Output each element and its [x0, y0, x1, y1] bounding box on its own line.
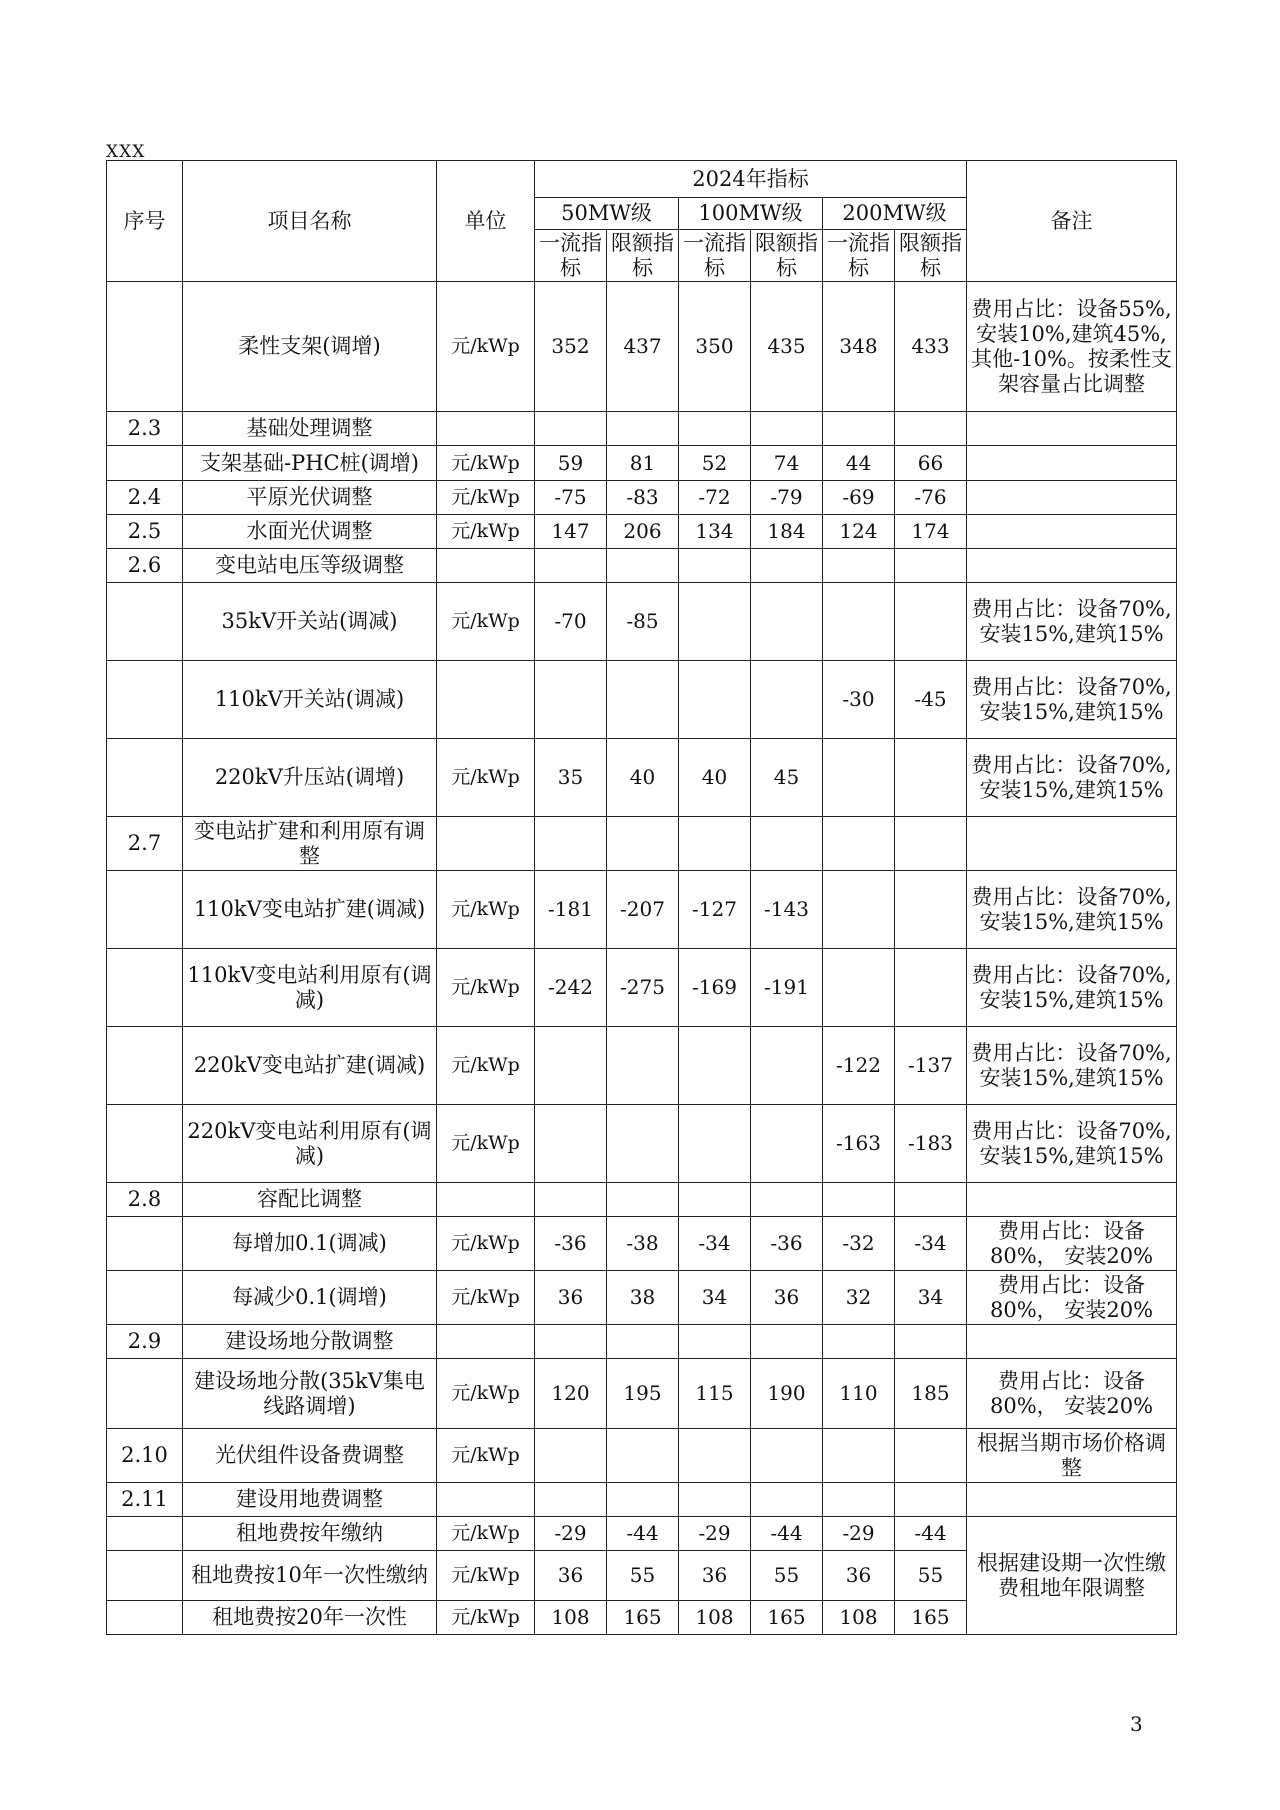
value-cell — [607, 1429, 679, 1483]
value-cell — [679, 549, 751, 583]
value-cell — [607, 1483, 679, 1517]
value-cell: -34 — [895, 1217, 967, 1271]
unit-cell: 元/kWp — [437, 949, 535, 1027]
value-cell: 36 — [535, 1551, 607, 1601]
item-name-cell: 柔性支架(调增) — [183, 282, 437, 412]
header-sub: 一流指标 — [823, 230, 895, 282]
table-row — [107, 412, 1177, 446]
value-cell: 55 — [751, 1551, 823, 1601]
seq-cell — [107, 949, 183, 1027]
value-cell: 350 — [679, 282, 751, 412]
value-cell: 124 — [823, 515, 895, 549]
seq-cell: 2.10 — [107, 1429, 183, 1483]
table-row — [107, 1325, 1177, 1359]
seq-cell — [107, 1551, 183, 1601]
item-name-cell: 220kV变电站扩建(调减) — [183, 1027, 437, 1105]
item-name-cell: 光伏组件设备费调整 — [183, 1429, 437, 1483]
note-cell: 费用占比：设备80%， 安装20% — [967, 1271, 1177, 1325]
value-cell: -137 — [895, 1027, 967, 1105]
value-cell: -122 — [823, 1027, 895, 1105]
value-cell — [535, 412, 607, 446]
value-cell — [607, 412, 679, 446]
value-cell: 81 — [607, 446, 679, 481]
unit-cell — [437, 549, 535, 583]
value-cell: -163 — [823, 1105, 895, 1183]
item-name-cell: 220kV升压站(调增) — [183, 739, 437, 817]
seq-cell: 2.3 — [107, 412, 183, 446]
value-cell — [607, 817, 679, 871]
value-cell — [535, 1325, 607, 1359]
value-cell: -44 — [607, 1517, 679, 1551]
value-cell — [823, 949, 895, 1027]
value-cell: 437 — [607, 282, 679, 412]
value-cell — [751, 412, 823, 446]
value-cell — [607, 1027, 679, 1105]
value-cell: 66 — [895, 446, 967, 481]
item-name-cell: 110kV变电站扩建(调减) — [183, 871, 437, 949]
value-cell — [751, 817, 823, 871]
unit-cell — [437, 1183, 535, 1217]
value-cell: -76 — [895, 481, 967, 515]
item-name-cell: 变电站电压等级调整 — [183, 549, 437, 583]
table-row — [107, 481, 1177, 515]
item-name-cell: 建设用地费调整 — [183, 1483, 437, 1517]
note-cell — [967, 1183, 1177, 1217]
note-cell: 费用占比：设备70%,安装15%,建筑15% — [967, 583, 1177, 661]
unit-cell: 元/kWp — [437, 1271, 535, 1325]
header-name: 项目名称 — [183, 161, 437, 282]
value-cell: 108 — [823, 1601, 895, 1635]
value-cell — [823, 549, 895, 583]
value-cell — [895, 1183, 967, 1217]
seq-cell — [107, 446, 183, 481]
value-cell: 34 — [679, 1271, 751, 1325]
table-row — [107, 1483, 1177, 1517]
header-sub: 限额指标 — [895, 230, 967, 282]
value-cell: -275 — [607, 949, 679, 1027]
value-cell: 147 — [535, 515, 607, 549]
item-name-cell: 220kV变电站利用原有(调减) — [183, 1105, 437, 1183]
table-row — [107, 871, 1177, 949]
unit-cell — [437, 661, 535, 739]
value-cell — [823, 1483, 895, 1517]
seq-cell — [107, 1027, 183, 1105]
note-cell — [967, 481, 1177, 515]
document-tag: XXX — [106, 142, 146, 162]
seq-cell: 2.7 — [107, 817, 183, 871]
note-cell: 费用占比：设备70%,安装15%,建筑15% — [967, 661, 1177, 739]
header-indicator-title: 2024年指标 — [535, 161, 967, 198]
value-cell: 74 — [751, 446, 823, 481]
value-cell — [823, 412, 895, 446]
note-cell — [967, 1483, 1177, 1517]
unit-cell: 元/kWp — [437, 1105, 535, 1183]
item-name-cell: 支架基础-PHC桩(调增) — [183, 446, 437, 481]
note-cell: 费用占比：设备70%,安装15%,建筑15% — [967, 739, 1177, 817]
item-name-cell: 35kV开关站(调减) — [183, 583, 437, 661]
value-cell: 36 — [823, 1551, 895, 1601]
value-cell: -44 — [895, 1517, 967, 1551]
header-group: 50MW级 — [535, 198, 679, 230]
note-cell: 费用占比：设备70%,安装15%,建筑15% — [967, 1105, 1177, 1183]
value-cell: -34 — [679, 1217, 751, 1271]
value-cell: -30 — [823, 661, 895, 739]
value-cell — [679, 1429, 751, 1483]
header-seq: 序号 — [107, 161, 183, 282]
item-name-cell: 建设场地分散(35kV集电线路调增) — [183, 1359, 437, 1429]
value-cell: 36 — [751, 1271, 823, 1325]
value-cell — [823, 871, 895, 949]
value-cell: 348 — [823, 282, 895, 412]
unit-cell: 元/kWp — [437, 1359, 535, 1429]
value-cell: -32 — [823, 1217, 895, 1271]
value-cell: -83 — [607, 481, 679, 515]
value-cell: 108 — [679, 1601, 751, 1635]
value-cell — [535, 1483, 607, 1517]
note-cell — [967, 549, 1177, 583]
table-row — [107, 1271, 1177, 1325]
value-cell: 184 — [751, 515, 823, 549]
note-cell: 费用占比：设备80%， 安装20% — [967, 1217, 1177, 1271]
value-cell: 134 — [679, 515, 751, 549]
note-cell: 费用占比：设备55%,安装10%,建筑45%,其他-10%。按柔性支架容量占比调整 — [967, 282, 1177, 412]
item-name-cell: 租地费按20年一次性 — [183, 1601, 437, 1635]
table-row — [107, 1429, 1177, 1483]
table-row — [107, 739, 1177, 817]
value-cell: 174 — [895, 515, 967, 549]
seq-cell — [107, 661, 183, 739]
value-cell: -169 — [679, 949, 751, 1027]
item-name-cell: 平原光伏调整 — [183, 481, 437, 515]
unit-cell — [437, 412, 535, 446]
seq-cell: 2.6 — [107, 549, 183, 583]
note-cell: 费用占比：设备70%,安装15%,建筑15% — [967, 871, 1177, 949]
value-cell — [679, 412, 751, 446]
value-cell: 34 — [895, 1271, 967, 1325]
value-cell — [679, 1027, 751, 1105]
value-cell — [823, 583, 895, 661]
seq-cell — [107, 583, 183, 661]
value-cell: 108 — [535, 1601, 607, 1635]
value-cell — [751, 583, 823, 661]
seq-cell — [107, 1271, 183, 1325]
value-cell — [895, 949, 967, 1027]
value-cell — [679, 1483, 751, 1517]
table-row — [107, 1105, 1177, 1183]
item-name-cell: 110kV变电站利用原有(调减) — [183, 949, 437, 1027]
header-sub: 限额指标 — [607, 230, 679, 282]
unit-cell: 元/kWp — [437, 1601, 535, 1635]
table-row — [107, 1517, 1177, 1551]
item-name-cell: 容配比调整 — [183, 1183, 437, 1217]
value-cell: -29 — [535, 1517, 607, 1551]
value-cell — [679, 1325, 751, 1359]
table-row — [107, 1183, 1177, 1217]
value-cell: 195 — [607, 1359, 679, 1429]
value-cell — [823, 739, 895, 817]
seq-cell — [107, 1517, 183, 1551]
value-cell — [535, 1027, 607, 1105]
item-name-cell: 每增加0.1(调减) — [183, 1217, 437, 1271]
value-cell: -207 — [607, 871, 679, 949]
value-cell: 433 — [895, 282, 967, 412]
note-cell — [967, 515, 1177, 549]
value-cell: 115 — [679, 1359, 751, 1429]
item-name-cell: 每减少0.1(调增) — [183, 1271, 437, 1325]
value-cell — [751, 549, 823, 583]
note-cell: 根据建设期一次性缴费租地年限调整 — [967, 1517, 1177, 1635]
value-cell: 40 — [679, 739, 751, 817]
value-cell — [895, 1429, 967, 1483]
value-cell: -183 — [895, 1105, 967, 1183]
value-cell: -29 — [823, 1517, 895, 1551]
header-group: 200MW级 — [823, 198, 967, 230]
value-cell: -143 — [751, 871, 823, 949]
value-cell — [895, 871, 967, 949]
value-cell — [535, 1183, 607, 1217]
header-note: 备注 — [967, 161, 1177, 282]
value-cell — [895, 549, 967, 583]
item-name-cell: 基础处理调整 — [183, 412, 437, 446]
value-cell: 55 — [607, 1551, 679, 1601]
value-cell — [679, 817, 751, 871]
seq-cell: 2.8 — [107, 1183, 183, 1217]
value-cell: 55 — [895, 1551, 967, 1601]
table-row — [107, 282, 1177, 412]
item-name-cell: 建设场地分散调整 — [183, 1325, 437, 1359]
value-cell: 45 — [751, 739, 823, 817]
item-name-cell: 水面光伏调整 — [183, 515, 437, 549]
value-cell — [823, 1325, 895, 1359]
value-cell — [895, 1325, 967, 1359]
value-cell: -181 — [535, 871, 607, 949]
header-group: 100MW级 — [679, 198, 823, 230]
value-cell: 190 — [751, 1359, 823, 1429]
value-cell — [895, 1483, 967, 1517]
value-cell — [535, 817, 607, 871]
value-cell — [751, 1105, 823, 1183]
value-cell: -38 — [607, 1217, 679, 1271]
value-cell: -29 — [679, 1517, 751, 1551]
value-cell: 36 — [535, 1271, 607, 1325]
value-cell: -79 — [751, 481, 823, 515]
seq-cell: 2.5 — [107, 515, 183, 549]
unit-cell: 元/kWp — [437, 739, 535, 817]
value-cell — [607, 661, 679, 739]
value-cell: -69 — [823, 481, 895, 515]
table-row — [107, 549, 1177, 583]
value-cell — [607, 1183, 679, 1217]
value-cell — [679, 1105, 751, 1183]
note-cell — [967, 446, 1177, 481]
value-cell — [607, 1325, 679, 1359]
value-cell — [823, 817, 895, 871]
table-row — [107, 1217, 1177, 1271]
value-cell — [679, 583, 751, 661]
value-cell: 165 — [607, 1601, 679, 1635]
value-cell — [535, 661, 607, 739]
note-cell: 费用占比：设备80%， 安装20% — [967, 1359, 1177, 1429]
note-cell — [967, 412, 1177, 446]
value-cell — [895, 583, 967, 661]
seq-cell: 2.11 — [107, 1483, 183, 1517]
seq-cell — [107, 739, 183, 817]
value-cell: 120 — [535, 1359, 607, 1429]
value-cell — [535, 1429, 607, 1483]
unit-cell: 元/kWp — [437, 1217, 535, 1271]
note-cell: 费用占比：设备70%,安装15%,建筑15% — [967, 1027, 1177, 1105]
unit-cell: 元/kWp — [437, 446, 535, 481]
seq-cell: 2.9 — [107, 1325, 183, 1359]
note-cell: 根据当期市场价格调整 — [967, 1429, 1177, 1483]
value-cell: 44 — [823, 446, 895, 481]
page-number: 3 — [1130, 1712, 1143, 1736]
header-sub: 一流指标 — [535, 230, 607, 282]
value-cell: -72 — [679, 481, 751, 515]
value-cell: 59 — [535, 446, 607, 481]
value-cell — [679, 1183, 751, 1217]
table-row — [107, 1359, 1177, 1429]
value-cell — [895, 817, 967, 871]
value-cell — [751, 1325, 823, 1359]
header-unit: 单位 — [437, 161, 535, 282]
value-cell — [751, 661, 823, 739]
value-cell: 36 — [679, 1551, 751, 1601]
value-cell: 40 — [607, 739, 679, 817]
item-name-cell: 变电站扩建和利用原有调整 — [183, 817, 437, 871]
value-cell: -85 — [607, 583, 679, 661]
value-cell — [751, 1429, 823, 1483]
table-row — [107, 949, 1177, 1027]
value-cell — [535, 1105, 607, 1183]
seq-cell — [107, 871, 183, 949]
value-cell: -36 — [751, 1217, 823, 1271]
unit-cell: 元/kWp — [437, 1429, 535, 1483]
seq-cell — [107, 1217, 183, 1271]
value-cell: -44 — [751, 1517, 823, 1551]
value-cell: -242 — [535, 949, 607, 1027]
item-name-cell: 110kV开关站(调减) — [183, 661, 437, 739]
unit-cell — [437, 1483, 535, 1517]
value-cell: 35 — [535, 739, 607, 817]
note-cell — [967, 1325, 1177, 1359]
value-cell — [751, 1183, 823, 1217]
value-cell — [607, 549, 679, 583]
value-cell — [751, 1027, 823, 1105]
seq-cell: 2.4 — [107, 481, 183, 515]
header-sub: 一流指标 — [679, 230, 751, 282]
table-row — [107, 661, 1177, 739]
unit-cell: 元/kWp — [437, 515, 535, 549]
value-cell — [895, 412, 967, 446]
unit-cell: 元/kWp — [437, 481, 535, 515]
value-cell: 352 — [535, 282, 607, 412]
value-cell: 165 — [895, 1601, 967, 1635]
value-cell: -75 — [535, 481, 607, 515]
value-cell: 206 — [607, 515, 679, 549]
unit-cell: 元/kWp — [437, 583, 535, 661]
value-cell — [535, 549, 607, 583]
unit-cell: 元/kWp — [437, 1027, 535, 1105]
value-cell — [895, 739, 967, 817]
unit-cell: 元/kWp — [437, 871, 535, 949]
value-cell — [751, 1483, 823, 1517]
value-cell: 38 — [607, 1271, 679, 1325]
table-row — [107, 583, 1177, 661]
unit-cell: 元/kWp — [437, 282, 535, 412]
header-sub: 限额指标 — [751, 230, 823, 282]
value-cell: -70 — [535, 583, 607, 661]
value-cell: -36 — [535, 1217, 607, 1271]
unit-cell: 元/kWp — [437, 1517, 535, 1551]
table-row — [107, 817, 1177, 871]
value-cell: 165 — [751, 1601, 823, 1635]
value-cell — [607, 1105, 679, 1183]
value-cell: 185 — [895, 1359, 967, 1429]
table-row — [107, 1027, 1177, 1105]
value-cell: 110 — [823, 1359, 895, 1429]
unit-cell — [437, 817, 535, 871]
value-cell: 32 — [823, 1271, 895, 1325]
unit-cell: 元/kWp — [437, 1551, 535, 1601]
unit-cell — [437, 1325, 535, 1359]
indicator-table — [106, 160, 1177, 1635]
table-row — [107, 515, 1177, 549]
value-cell — [823, 1183, 895, 1217]
item-name-cell: 租地费按10年一次性缴纳 — [183, 1551, 437, 1601]
value-cell — [823, 1429, 895, 1483]
seq-cell — [107, 282, 183, 412]
value-cell: -45 — [895, 661, 967, 739]
note-cell — [967, 817, 1177, 871]
value-cell — [679, 661, 751, 739]
value-cell: -191 — [751, 949, 823, 1027]
note-cell: 费用占比：设备70%,安装15%,建筑15% — [967, 949, 1177, 1027]
value-cell: 435 — [751, 282, 823, 412]
seq-cell — [107, 1105, 183, 1183]
seq-cell — [107, 1601, 183, 1635]
value-cell: -127 — [679, 871, 751, 949]
seq-cell — [107, 1359, 183, 1429]
value-cell: 52 — [679, 446, 751, 481]
table-row — [107, 446, 1177, 481]
item-name-cell: 租地费按年缴纳 — [183, 1517, 437, 1551]
